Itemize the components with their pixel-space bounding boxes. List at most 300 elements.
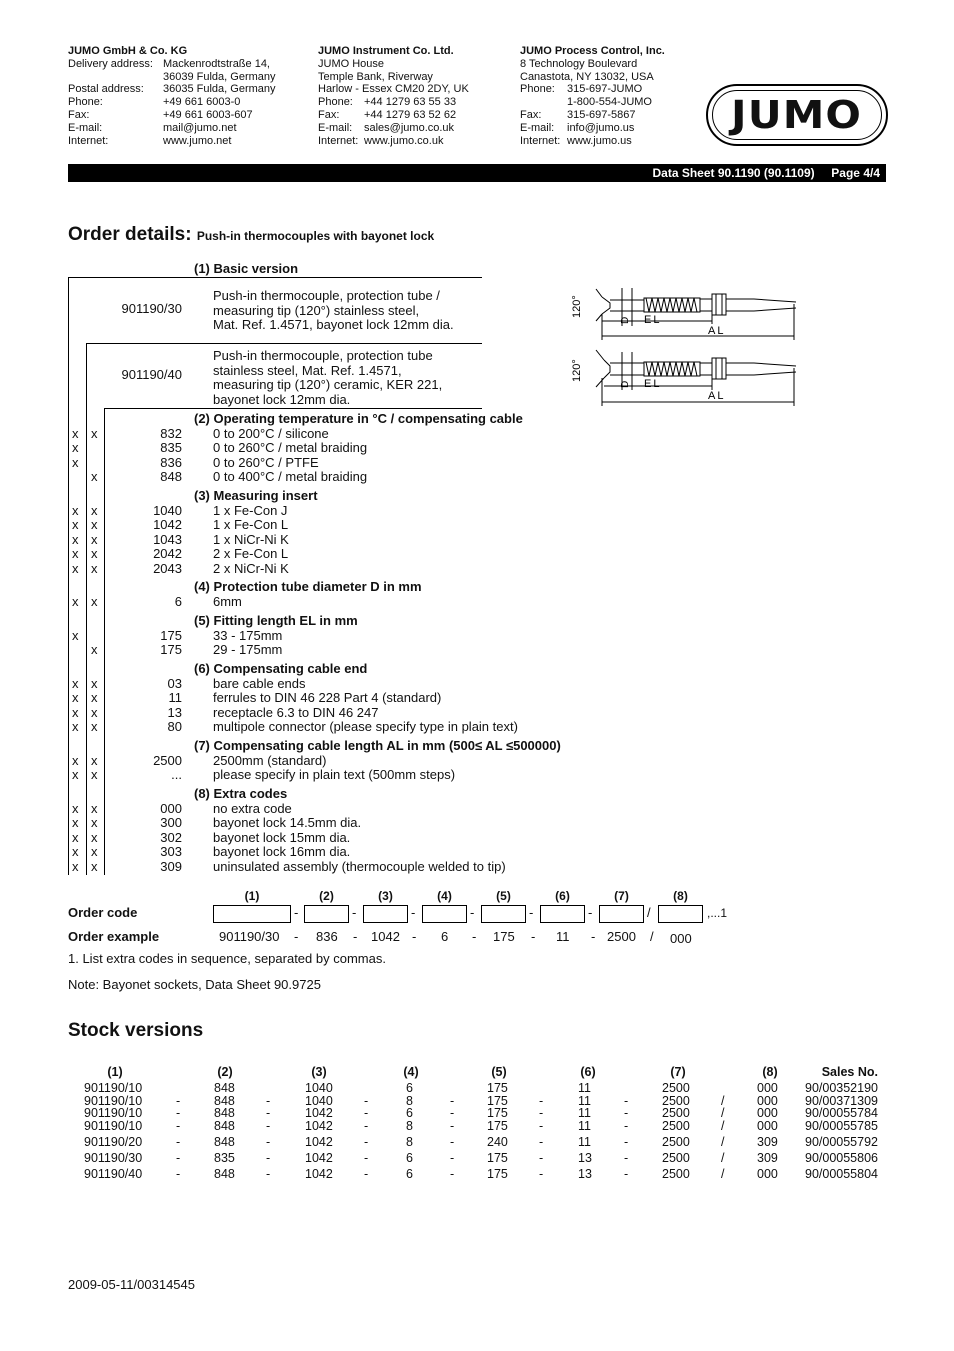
variant-40-mark: x	[91, 502, 98, 518]
stock-cell: 6	[406, 1106, 413, 1120]
address-row	[520, 122, 665, 135]
stock-separator: -	[450, 1119, 455, 1133]
variant-30-mark: x	[72, 675, 79, 691]
section-title: (7) Compensating cable length AL in mm (500≤ AL ≤500000)	[194, 738, 561, 753]
variant-30-mark: x	[72, 704, 79, 720]
code-position-header: (6)	[555, 889, 570, 903]
stock-cell: 901190/10	[84, 1081, 143, 1095]
option-code: 175	[160, 627, 182, 643]
option-code: 835	[160, 440, 182, 455]
stock-cell: 175	[487, 1094, 508, 1108]
el-label: EL	[644, 378, 662, 390]
divider	[104, 408, 482, 409]
stock-cell: 000	[757, 1081, 778, 1095]
stock-cell: 11	[578, 1106, 591, 1120]
section-title: (4) Protection tube diameter D in mm	[194, 579, 422, 594]
address-value: Mackenrodtstraße 14,	[163, 57, 270, 70]
option-code: ...	[171, 767, 182, 782]
address-key: Postal address:	[68, 83, 144, 96]
stock-cell: 6	[406, 1167, 413, 1181]
example-separator: -	[353, 929, 358, 944]
stock-cell: 6	[406, 1151, 413, 1165]
stock-cell: 848	[214, 1081, 235, 1095]
address-key	[520, 96, 567, 109]
address-value: www.jumo.net	[163, 134, 232, 147]
stock-column-header: (8)	[762, 1065, 778, 1079]
example-value: 6	[441, 929, 449, 944]
stock-separator: -	[539, 1167, 544, 1181]
stock-cell: 848	[214, 1135, 235, 1149]
stock-separator: -	[624, 1106, 629, 1120]
variant-40-mark: x	[91, 858, 98, 874]
variant-40-mark: x	[91, 531, 98, 547]
version-code: 901190/40	[121, 367, 182, 382]
stock-cell: 2500	[662, 1119, 690, 1133]
option-code: 300	[160, 815, 182, 830]
stock-separator: -	[176, 1094, 181, 1108]
stock-cell: 11	[578, 1081, 591, 1095]
section-title: (2) Operating temperature in °C / compensating cable	[194, 411, 523, 426]
stock-separator: -	[266, 1106, 271, 1120]
logo-text: JUMO	[731, 93, 863, 137]
variant-30-mark: x	[72, 844, 79, 859]
datasheet-number: Data Sheet 90.1190 (90.1109)	[652, 166, 815, 180]
code-position-header: (2)	[319, 889, 334, 903]
example-separator: /	[650, 929, 654, 944]
option-code: 1040	[153, 502, 182, 518]
code-separator: -	[411, 905, 416, 920]
variant-30-mark: x	[72, 425, 79, 441]
option-code: 1042	[153, 517, 182, 532]
page-number: Page 4/4	[831, 166, 880, 180]
variant-30-mark: x	[72, 858, 79, 874]
address-value: +49 661 6003-0	[163, 96, 241, 109]
example-value: 000	[670, 931, 692, 946]
stock-cell: 1042	[305, 1167, 333, 1181]
address-value: www.jumo.co.uk	[364, 134, 444, 147]
variant-40-mark: x	[91, 767, 98, 782]
address-key: Phone:	[68, 96, 103, 109]
option-description: 6mm	[213, 593, 242, 609]
option-description: 0 to 260°C / PTFE	[213, 454, 319, 470]
address-row	[68, 135, 276, 148]
stock-separator: /	[721, 1094, 725, 1108]
stock-cell: 1042	[305, 1135, 333, 1149]
company-us	[520, 45, 665, 147]
company-uk	[318, 45, 469, 147]
divider	[68, 277, 482, 278]
stock-column-header: (3)	[311, 1065, 327, 1079]
company-name: JUMO Instrument Co. Ltd.	[318, 45, 454, 57]
option-code: 6	[174, 593, 182, 609]
address-row	[68, 71, 276, 84]
example-value: 836	[316, 929, 338, 944]
stock-separator: -	[539, 1119, 544, 1133]
example-value: 1042	[371, 929, 400, 944]
variant-30-mark: x	[72, 719, 79, 734]
divider	[86, 343, 87, 875]
variant-40-mark: x	[91, 800, 98, 816]
variant-40-mark: x	[91, 593, 98, 609]
stock-cell: 90/00371309	[805, 1094, 878, 1108]
example-separator: -	[591, 929, 596, 944]
stock-column-header: (2)	[217, 1065, 233, 1079]
stock-separator: -	[450, 1094, 455, 1108]
version-code: 901190/30	[121, 301, 182, 316]
option-description: ferrules to DIN 46 228 Part 4 (standard)	[213, 690, 442, 705]
address-key: Delivery address:	[68, 57, 153, 70]
stock-separator: -	[450, 1106, 455, 1120]
option-description: no extra code	[213, 800, 292, 816]
code-separator: -	[294, 905, 299, 920]
version-description	[213, 289, 454, 333]
address-value: Canastota, NY 13032, USA	[520, 70, 654, 83]
stock-cell: 000	[757, 1167, 778, 1181]
order-code-box-7[interactable]	[599, 905, 644, 923]
stock-cell: 2500	[662, 1094, 690, 1108]
address-key: Internet:	[318, 134, 359, 147]
section-title: (3) Measuring insert	[194, 488, 318, 503]
variant-40-mark: x	[91, 469, 98, 484]
variant-30-mark: x	[72, 531, 79, 547]
option-code: 2043	[153, 560, 182, 576]
variant-30-mark: x	[72, 829, 79, 845]
address-value: +44 1279 63 52 62	[364, 108, 457, 121]
stock-separator: -	[364, 1094, 369, 1108]
variant-40-mark: x	[91, 675, 98, 691]
example-value: 901190/30	[219, 929, 280, 944]
option-description: multipole connector (please specify type in plain text)	[213, 719, 518, 734]
variant-40-mark: x	[91, 844, 98, 859]
address-row	[520, 58, 665, 71]
code-position-header: (1)	[244, 889, 260, 903]
stock-column-header: (1)	[107, 1065, 123, 1079]
stock-cell: 11	[578, 1135, 591, 1149]
address-row	[520, 83, 665, 96]
address-value: 315-697-JUMO	[567, 83, 643, 96]
variant-30-mark: x	[72, 627, 79, 643]
variant-40-mark: x	[91, 546, 98, 561]
datasheet-bar	[68, 164, 886, 182]
stock-separator: -	[364, 1151, 369, 1165]
option-description: 1 x Fe-Con L	[213, 517, 289, 532]
variant-40-mark: x	[91, 752, 98, 768]
stock-cell: 2500	[662, 1081, 690, 1095]
stock-cell: 11	[578, 1119, 591, 1133]
variant-30-mark: x	[72, 767, 79, 782]
note: Note: Bayonet sockets, Data Sheet 90.9725	[68, 977, 321, 992]
stock-cell: 000	[757, 1094, 778, 1108]
code-separator: -	[470, 905, 475, 920]
address-value: 1-800-554-JUMO	[567, 96, 652, 109]
stock-cell: 13	[578, 1151, 592, 1165]
address-value: Temple Bank, Riverway	[318, 70, 433, 83]
option-description: uninsulated assembly (thermocouple welded to tip)	[213, 858, 506, 874]
example-separator: -	[412, 929, 417, 944]
stock-cell: 2500	[662, 1151, 690, 1165]
code-separator: -	[588, 905, 593, 920]
desc-line: Push-in thermocouple, protection tube /	[213, 288, 440, 303]
option-description: 1 x Fe-Con J	[213, 502, 288, 518]
stock-cell: 175	[487, 1119, 508, 1133]
option-code: 2042	[153, 546, 182, 561]
address-row	[520, 135, 665, 148]
stock-separator: -	[266, 1167, 271, 1181]
desc-line: Mat. Ref. 1.4571, bayonet lock 12mm dia.	[213, 317, 454, 332]
option-code: 03	[167, 675, 182, 691]
al-label: AL	[708, 390, 726, 402]
stock-cell: 835	[214, 1151, 235, 1165]
stock-cell: 901190/10	[84, 1106, 143, 1120]
address-value: info@jumo.us	[567, 121, 635, 134]
stock-cell: 000	[757, 1119, 778, 1133]
stock-cell: 901190/30	[84, 1151, 143, 1165]
address-key: Internet:	[68, 134, 109, 147]
order-code-box-3[interactable]	[363, 905, 408, 923]
d-label: D	[620, 380, 631, 388]
stock-cell: 175	[487, 1167, 508, 1181]
d-label: D	[620, 316, 631, 324]
option-code: 1043	[153, 531, 182, 547]
stock-cell: 2500	[662, 1135, 690, 1149]
address-row	[318, 135, 469, 148]
company-name: JUMO GmbH & Co. KG	[68, 45, 188, 57]
address-key: E-mail:	[68, 121, 103, 134]
stock-cell: 90/00055806	[805, 1151, 878, 1165]
company-de	[68, 45, 276, 147]
option-description: 33 - 175mm	[213, 627, 283, 643]
stock-separator: -	[450, 1167, 455, 1181]
desc-line: stainless steel, Mat. Ref. 1.4571,	[213, 362, 402, 378]
address-row	[318, 109, 469, 122]
variant-30-mark: x	[72, 517, 79, 532]
example-separator: -	[531, 929, 536, 944]
address-row	[318, 58, 469, 71]
stock-separator: -	[266, 1119, 271, 1133]
stock-separator: -	[450, 1151, 455, 1165]
stock-cell: 90/00352190	[805, 1081, 878, 1095]
section-title: (6) Compensating cable end	[194, 661, 368, 676]
address-key: Phone:	[520, 83, 555, 96]
variant-40-mark: x	[91, 704, 98, 720]
stock-separator: -	[266, 1094, 271, 1108]
order-subtitle: Push-in thermocouples with bayonet lock	[196, 229, 435, 243]
address-value: +49 661 6003-607	[163, 108, 253, 121]
desc-line: measuring tip (120°) ceramic, KER 221,	[213, 377, 443, 392]
stock-cell: 000	[757, 1106, 778, 1120]
stock-separator: -	[364, 1167, 369, 1181]
desc-line: bayonet lock 12mm dia.	[213, 391, 351, 407]
desc-line: Push-in thermocouple, protection tube	[213, 348, 433, 363]
option-description: bayonet lock 14.5mm dia.	[213, 815, 362, 830]
variant-40-mark: x	[91, 719, 98, 734]
order-code-box-8[interactable]	[658, 905, 703, 923]
footer-date: 2009-05-11/00314545	[68, 1277, 195, 1292]
address-row	[68, 96, 276, 109]
jumo-logo	[706, 84, 888, 146]
code-position-header: (8)	[673, 889, 688, 903]
stock-separator: -	[450, 1135, 455, 1149]
address-key: E-mail:	[520, 121, 555, 134]
stock-cell: 8	[406, 1119, 413, 1133]
address-value: 36039 Fulda, Germany	[163, 70, 276, 83]
option-code: 836	[160, 454, 182, 470]
stock-cell: 1040	[305, 1081, 333, 1095]
variant-40-mark: x	[91, 560, 98, 576]
stock-separator: -	[624, 1119, 629, 1133]
angle-label: 120°	[571, 295, 583, 318]
stock-cell: 175	[487, 1081, 508, 1095]
order-code-box-6[interactable]	[540, 905, 585, 923]
divider	[86, 343, 482, 344]
option-code: 2500	[153, 752, 182, 768]
stock-cell: 848	[214, 1106, 235, 1120]
order-code-box-5[interactable]	[481, 905, 526, 923]
stock-column-header: (7)	[670, 1065, 686, 1079]
address-row	[520, 109, 665, 122]
address-row	[318, 71, 469, 84]
option-description: bayonet lock 15mm dia.	[213, 829, 351, 845]
variant-40-mark: x	[91, 690, 98, 705]
option-description: 0 to 260°C / metal braiding	[213, 440, 368, 455]
stock-cell: 175	[487, 1106, 508, 1120]
stock-separator: -	[364, 1119, 369, 1133]
option-description: 1 x NiCr-Ni K	[213, 531, 289, 547]
stock-cell: 848	[214, 1119, 235, 1133]
address-value: +44 1279 63 55 33	[364, 96, 457, 109]
stock-cell: 175	[487, 1151, 508, 1165]
address-value: sales@jumo.co.uk	[364, 121, 455, 134]
variant-30-mark: x	[72, 454, 79, 470]
angle-label: 120°	[571, 359, 583, 382]
stock-separator: /	[721, 1151, 725, 1165]
option-code: 11	[168, 690, 182, 705]
stock-separator: -	[539, 1106, 544, 1120]
stock-cell: 309	[757, 1135, 778, 1149]
version-description	[213, 349, 442, 407]
al-label: AL	[708, 325, 726, 337]
stock-separator: /	[721, 1135, 725, 1149]
variant-40-mark: x	[91, 642, 98, 657]
address-key: Fax:	[318, 108, 340, 121]
stock-separator: -	[176, 1167, 181, 1181]
stock-cell: 6	[406, 1081, 413, 1095]
footnote: 1. List extra codes in sequence, separated by commas.	[68, 951, 386, 966]
option-description: 0 to 400°C / metal braiding	[213, 469, 368, 484]
stock-separator: -	[624, 1135, 629, 1149]
stock-separator: /	[721, 1106, 725, 1120]
variant-30-mark: x	[72, 560, 79, 576]
address-row	[68, 58, 276, 71]
example-value: 11	[556, 929, 570, 944]
address-value: JUMO House	[318, 57, 385, 70]
stock-cell: 90/00055804	[805, 1167, 878, 1181]
address-row	[318, 122, 469, 135]
stock-cell: 90/00055785	[805, 1119, 878, 1133]
stock-separator: -	[539, 1135, 544, 1149]
variant-40-mark: x	[91, 425, 98, 441]
stock-separator: -	[266, 1151, 271, 1165]
variant-30-mark: x	[72, 815, 79, 830]
option-description: receptacle 6.3 to DIN 46 247	[213, 704, 379, 720]
stock-cell: 1042	[305, 1106, 333, 1120]
option-description: bare cable ends	[213, 675, 306, 691]
option-code: 302	[160, 829, 182, 845]
address-row	[68, 83, 276, 96]
option-description: 2500mm (standard)	[213, 752, 327, 768]
variant-40-mark: x	[91, 815, 98, 830]
company-name: JUMO Process Control, Inc.	[520, 45, 665, 57]
code-position-header: (4)	[437, 889, 452, 903]
stock-cell: 13	[578, 1167, 592, 1181]
tail-text: ,...1	[707, 906, 728, 920]
stock-heading: Stock versions	[68, 1020, 204, 1041]
divider	[68, 277, 69, 875]
stock-cell: 309	[757, 1151, 778, 1165]
order-code-box-4[interactable]	[422, 905, 467, 923]
variant-40-mark: x	[91, 517, 98, 532]
option-description: 2 x Fe-Con L	[213, 546, 289, 561]
variant-30-mark: x	[72, 440, 79, 455]
address-row	[68, 122, 276, 135]
stock-separator: -	[539, 1151, 544, 1165]
option-code: 832	[160, 425, 182, 441]
order-example-label: Order example	[68, 929, 160, 944]
address-key: Fax:	[68, 108, 90, 121]
stock-cell: 901190/40	[84, 1167, 143, 1181]
option-description: 0 to 200°C / silicone	[213, 425, 329, 441]
stock-cell: 8	[406, 1135, 413, 1149]
order-code-box-1[interactable]	[213, 905, 291, 923]
order-code-box-2[interactable]	[304, 905, 349, 923]
stock-cell: 90/00055784	[805, 1106, 878, 1120]
code-position-header: (5)	[496, 889, 511, 903]
option-code: 80	[167, 719, 182, 734]
example-separator: -	[472, 929, 477, 944]
stock-separator: -	[176, 1151, 181, 1165]
stock-cell: 901190/20	[84, 1135, 143, 1149]
address-key: Phone:	[318, 96, 353, 109]
stock-separator: -	[176, 1106, 181, 1120]
address-value: 36035 Fulda, Germany	[163, 83, 276, 96]
example-value: 2500	[607, 929, 636, 944]
code-position-header: (7)	[614, 889, 629, 903]
el-label: EL	[644, 314, 662, 326]
order-code-tail	[707, 906, 727, 920]
option-code: 848	[160, 469, 182, 484]
code-separator: -	[352, 905, 357, 920]
address-row	[520, 71, 665, 84]
stock-separator: -	[176, 1119, 181, 1133]
option-code: 309	[160, 858, 182, 874]
order-code-label: Order code	[68, 905, 138, 920]
stock-separator: /	[721, 1167, 725, 1181]
thermocouple-drawing	[566, 284, 802, 408]
address-key: Internet:	[520, 134, 561, 147]
variant-30-mark: x	[72, 593, 79, 609]
desc-line: measuring tip (120°) stainless steel,	[213, 302, 420, 318]
variant-30-mark: x	[72, 690, 79, 705]
stock-cell: 1042	[305, 1119, 333, 1133]
stock-column-header: Sales No.	[821, 1065, 878, 1079]
variant-30-mark: x	[72, 546, 79, 561]
example-value: 175	[493, 929, 515, 944]
address-key	[68, 71, 163, 84]
option-description: please specify in plain text (500mm steps)	[213, 767, 456, 782]
stock-cell: 8	[406, 1094, 413, 1108]
address-value: Harlow - Essex CM20 2DY, UK	[318, 83, 469, 96]
option-description: bayonet lock 16mm dia.	[213, 844, 351, 859]
